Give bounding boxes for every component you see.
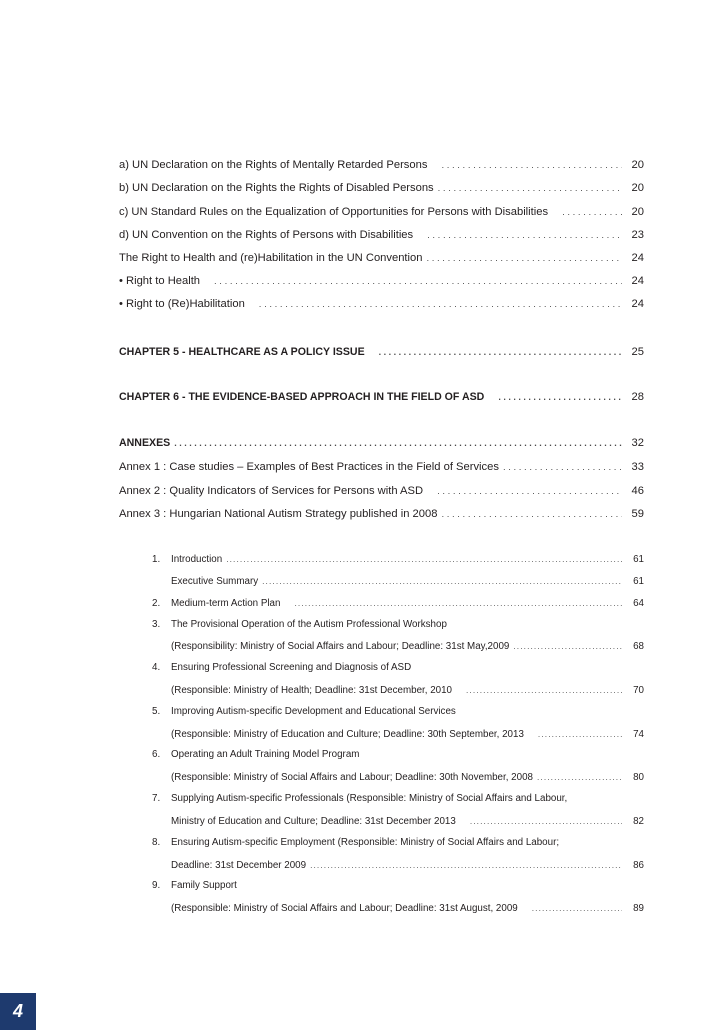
toc-subentry-autism-specific-professionals-continued[interactable]: [171, 815, 644, 828]
toc-page-number: 68: [633, 641, 644, 652]
toc-entry-title: Ministry of Education and Culture; Deadline: 31st December 2013: [171, 816, 456, 827]
dot-leader: [537, 771, 622, 784]
toc-page-number: 24: [631, 298, 644, 310]
toc-entry-title: Family Support: [171, 880, 237, 891]
toc-page-number: 89: [633, 903, 644, 914]
toc-entry-title: • Right to (Re)Habilitation: [119, 298, 245, 310]
toc-subentry-number: 6.: [152, 749, 161, 760]
dot-leader: [259, 297, 622, 312]
toc-subentry-development-and-educational-services-continued[interactable]: [171, 728, 644, 741]
toc-entry-title: Executive Summary: [171, 576, 259, 587]
toc-entry-title: Operating an Adult Training Model Program: [171, 749, 360, 760]
toc-subentry-adult-training-model[interactable]: [152, 749, 644, 761]
toc-entry-annex-2[interactable]: [119, 484, 644, 499]
toc-page-number: 28: [631, 391, 644, 403]
toc-subentry-number: 5.: [152, 706, 161, 717]
toc-entry-title: ANNEXES: [119, 437, 171, 449]
toc-subentry-number: 4.: [152, 662, 161, 673]
toc-entry-title: (Responsible: Ministry of Education and Culture; Deadline: 30th September, 2013: [171, 729, 524, 740]
toc-entry-title: Annex 3 : Hungarian National Autism Strategy published in 2008: [119, 508, 438, 520]
toc-subentry-autism-professional-workshop-continued[interactable]: [171, 640, 644, 653]
toc-subentry-number: 7.: [152, 793, 161, 804]
toc-entry-chapter-5[interactable]: [119, 345, 644, 359]
toc-entry-title: Deadline: 31st December 2009: [171, 860, 307, 871]
toc-entry-title: Ensuring Professional Screening and Diagnosis of ASD: [171, 662, 412, 673]
toc-entry-title: Annex 2 : Quality Indicators of Services for Persons with ASD: [119, 485, 424, 497]
toc-page-number: 20: [631, 182, 644, 194]
toc-entry-title: (Responsible: Ministry of Social Affairs and Labour; Deadline: 30th November, 2008: [171, 772, 533, 783]
toc-page-number: 20: [631, 206, 644, 218]
toc-entry-title: c) UN Standard Rules on the Equalization of Opportunities for Persons with Disabilities: [119, 206, 549, 218]
toc-subentry-family-support[interactable]: [152, 880, 644, 892]
dot-leader: [310, 859, 622, 872]
dot-leader: [426, 251, 622, 266]
toc-entry-annex-3[interactable]: [119, 507, 644, 522]
toc-page-number: 23: [631, 229, 644, 241]
toc-entry-chapter-6[interactable]: [119, 390, 644, 404]
toc-page-number: 24: [631, 275, 644, 287]
toc-page-number: 80: [633, 772, 644, 783]
toc-subentry-number: 2.: [152, 598, 161, 609]
toc-entry-title: The Right to Health and (re)Habilitation in the UN Convention: [119, 252, 423, 264]
toc-entry-title: b) UN Declaration on the Rights the Rights of Disabled Persons: [119, 182, 434, 194]
toc-subentry-autism-professional-workshop[interactable]: [152, 619, 644, 631]
toc-entry-title: Ensuring Autism-specific Employment (Responsible: Ministry of Social Affairs and Labour;: [171, 837, 560, 848]
dot-leader: [174, 436, 622, 450]
toc-entry-title: (Responsible: Ministry of Health; Deadline: 31st December, 2010: [171, 685, 452, 696]
toc-subentry-autism-specific-employment-continued[interactable]: [171, 859, 644, 872]
toc-entry-title: Supplying Autism-specific Professionals (Responsible: Ministry of Social Affairs and Labour,: [171, 793, 568, 804]
toc-page-number: 24: [631, 252, 644, 264]
toc-entry-right-to-health-rehabilitation[interactable]: [119, 251, 644, 266]
toc-page-number: 32: [631, 437, 644, 449]
toc-page-number: 82: [633, 816, 644, 827]
toc-entry-title: (Responsible: Ministry of Social Affairs and Labour; Deadline: 31st August, 2009: [171, 903, 518, 914]
toc-entry-title: (Responsibility: Ministry of Social Affairs and Labour; Deadline: 31st May,2009: [171, 641, 510, 652]
dot-leader: [513, 640, 622, 653]
toc-subentry-family-support-continued[interactable]: [171, 902, 644, 915]
toc-subentry-autism-specific-professionals[interactable]: [152, 793, 644, 805]
toc-entry-title: CHAPTER 5 - HEALTHCARE AS A POLICY ISSUE: [119, 346, 365, 358]
toc-page-number: 25: [631, 346, 644, 358]
toc-page-number: 64: [633, 598, 644, 609]
dot-leader: [441, 158, 622, 173]
toc-entry-annexes[interactable]: [119, 436, 644, 450]
toc-entry-right-to-health[interactable]: [119, 274, 644, 289]
toc-subentry-screening-and-diagnosis[interactable]: [152, 662, 644, 674]
page-number-tab: [0, 993, 36, 1030]
toc-entry-title: Annex 1 : Case studies – Examples of Best Practices in the Field of Services: [119, 461, 499, 473]
toc-subentry-development-and-educational-services[interactable]: [152, 706, 644, 718]
toc-page-number: 86: [633, 860, 644, 871]
dot-leader: [438, 181, 622, 196]
toc-page-number: 70: [633, 685, 644, 696]
dot-leader: [441, 507, 622, 522]
toc-entry-un-standard-rules[interactable]: [119, 205, 644, 220]
dot-leader: [437, 484, 622, 499]
toc-page-number: 20: [631, 159, 644, 171]
toc-page-number: 61: [633, 554, 644, 565]
toc-entry-title: Improving Autism-specific Development and Educational Services: [171, 706, 456, 717]
dot-leader: [379, 345, 622, 359]
dot-leader: [226, 553, 622, 566]
dot-leader: [538, 728, 622, 741]
dot-leader: [466, 684, 622, 697]
toc-entry-title: Medium-term Action Plan: [171, 598, 281, 609]
toc-page-number: 46: [631, 485, 644, 497]
toc-entry-un-convention[interactable]: [119, 228, 644, 243]
dot-leader: [503, 460, 622, 475]
toc-page-number: 33: [631, 461, 644, 473]
toc-entry-right-to-rehabilitation[interactable]: [119, 297, 644, 312]
toc-subentry-number: 1.: [152, 554, 161, 565]
toc-entry-title: CHAPTER 6 - THE EVIDENCE-BASED APPROACH IN THE FIELD OF ASD: [119, 391, 485, 403]
dot-leader: [294, 597, 622, 610]
toc-entry-un-declaration-mentally-retarded[interactable]: [119, 158, 644, 173]
toc-entry-title: • Right to Health: [119, 275, 201, 287]
dot-leader: [214, 274, 622, 289]
page-number: 4: [12, 1001, 23, 1021]
dot-leader: [562, 205, 622, 220]
dot-leader: [498, 390, 622, 404]
toc-subentry-number: 8.: [152, 837, 161, 848]
dot-leader: [427, 228, 622, 243]
toc-subentry-autism-specific-employment[interactable]: [152, 837, 644, 849]
toc-subentry-number: 3.: [152, 619, 161, 630]
dot-leader: [532, 902, 622, 915]
toc-entry-title: The Provisional Operation of the Autism Professional Workshop: [171, 619, 447, 630]
toc-entry-title: d) UN Convention on the Rights of Persons with Disabilities: [119, 229, 414, 241]
toc-subentry-medium-term-action-plan[interactable]: [152, 597, 644, 610]
toc-entry-annex-1[interactable]: [119, 460, 644, 475]
toc-page-number: 61: [633, 576, 644, 587]
dot-leader: [470, 815, 622, 828]
toc-page-number: 59: [631, 508, 644, 520]
toc-subentry-screening-and-diagnosis-continued[interactable]: [171, 684, 644, 697]
toc-subentry-introduction[interactable]: [152, 553, 644, 566]
toc-subentry-executive-summary[interactable]: [171, 575, 644, 588]
toc-page-number: 74: [633, 729, 644, 740]
toc-entry-un-declaration-disabled[interactable]: [119, 181, 644, 196]
dot-leader: [262, 575, 622, 588]
toc-subentry-number: 9.: [152, 880, 161, 891]
toc-entry-title: a) UN Declaration on the Rights of Mentally Retarded Persons: [119, 159, 428, 171]
toc-entry-title: Introduction: [171, 554, 223, 565]
toc-subentry-adult-training-model-continued[interactable]: [171, 771, 644, 784]
